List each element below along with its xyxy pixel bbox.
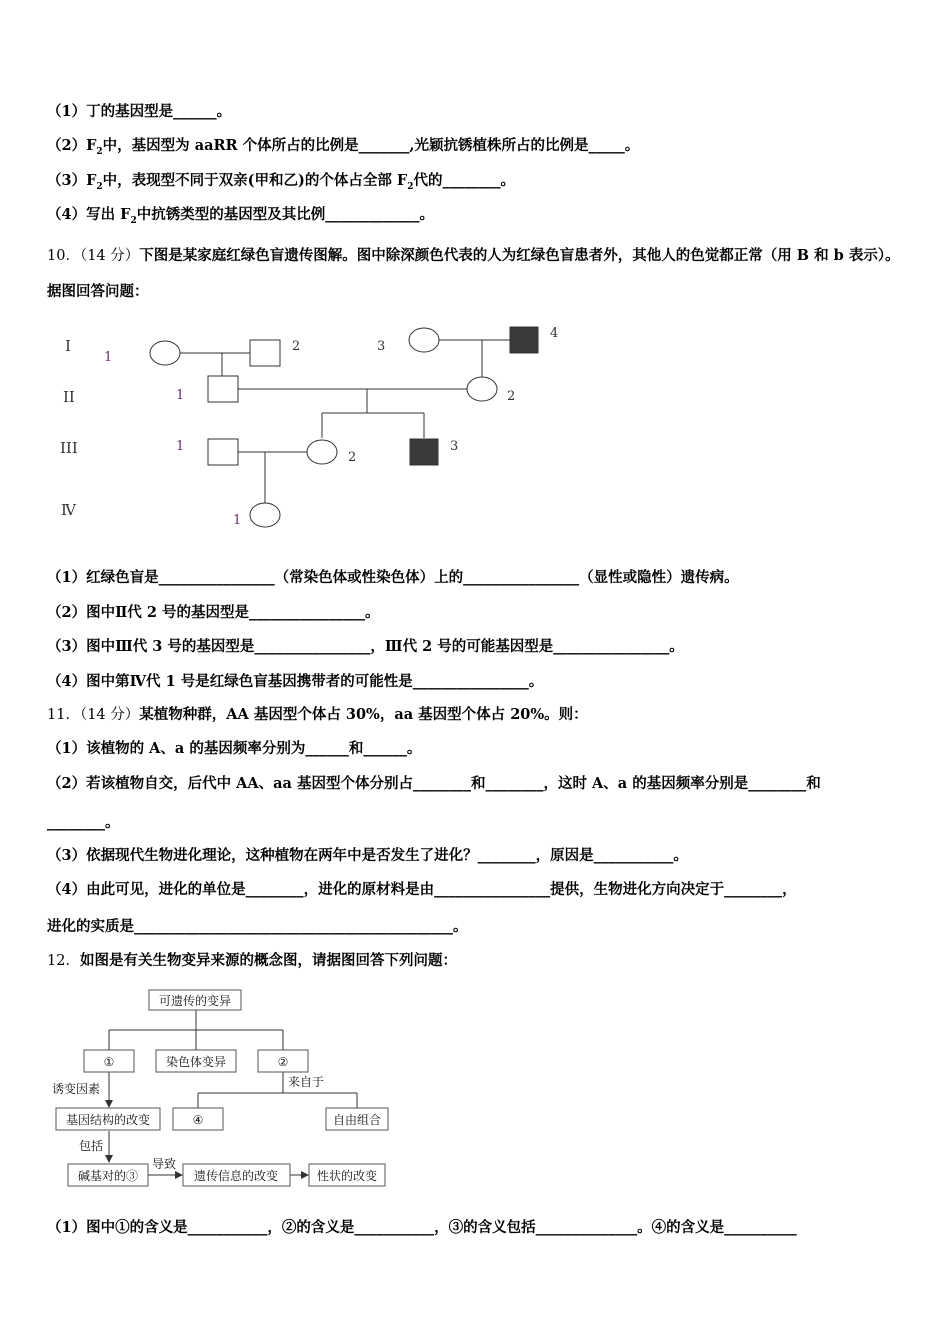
q12-number: 12． xyxy=(47,953,80,969)
label-I-2: 2 xyxy=(292,339,301,354)
map-b3: ② xyxy=(277,1055,289,1069)
gen-label-I: I xyxy=(65,337,71,355)
q10-number: 10．（14 分） xyxy=(47,248,140,264)
q10-sub-4: （4）图中第Ⅳ代 1 号是红绿色盲基因携带者的可能性是________________。 xyxy=(47,673,544,690)
q11-sub-4-cont: 进化的实质是____________________________________________。 xyxy=(47,918,468,935)
q10-sub-3: （3）图中Ⅲ代 3 号的基因型是________________，Ⅲ代 2 号的可能基因型是________________。 xyxy=(47,638,684,655)
map-trait: 性状的改变 xyxy=(316,1169,378,1183)
map-b5: 自由组合 xyxy=(332,1113,382,1127)
label-III-3: 3 xyxy=(450,439,459,454)
person-IV-1 xyxy=(250,503,280,527)
map-b1: ① xyxy=(103,1055,115,1069)
label-III-2: 2 xyxy=(348,450,357,465)
label-I-4: 4 xyxy=(550,326,559,341)
q9-line-2: $(2)F_2$中，基因型为 aaRR 个体所占的比例是_______,光颖抗锈植株所占的比例是_____。 xyxy=(47,137,640,157)
q10-stem: 10．（14 分）下图是某家庭红绿色盲遗传图解。图中除深颜色代表的人为红绿色盲患者外，其他人的色觉都正常（用 B 和 b 表示）。据图回答问题： xyxy=(47,247,900,300)
q11-sub-1: （1）该植物的 A、a 的基因频率分别为______和______。 xyxy=(47,740,422,757)
concept-map xyxy=(0,980,950,1195)
pedigree-chart xyxy=(0,310,950,540)
q12-stem: 12．如图是有关生物变异来源的概念图，请据图回答下列问题： xyxy=(47,952,457,969)
gen-label-IV: Ⅳ xyxy=(61,501,76,519)
label-II-1: 1 xyxy=(176,388,185,403)
q10-sub-1: （1）红绿色盲是________________（常染色体或性染色体）上的________________（显性或隐性）遗传病。 xyxy=(47,569,739,586)
person-II-2 xyxy=(467,377,497,401)
map-gene: 基因结构的改变 xyxy=(65,1113,151,1127)
q11-stem: 11．（14 分）某植物种群，AA 基因型个体占 30%，aa 基因型个体占 20%。则： xyxy=(47,706,588,723)
person-I-1 xyxy=(150,341,180,365)
q11-sub-4: （4）由此可见，进化的单位是________，进化的原材料是由________________提供，生物进化方向决定于________， xyxy=(47,881,797,898)
label-III-1: 1 xyxy=(176,439,185,454)
label-IV-1: 1 xyxy=(233,513,242,528)
person-I-4-affected xyxy=(510,327,538,353)
person-II-1 xyxy=(208,376,238,402)
map-b4: ④ xyxy=(192,1113,204,1127)
q9-line-4: （4）写出 $F_2$中抗锈类型的基因型及其比例_____________。 xyxy=(47,206,434,226)
person-I-3 xyxy=(409,328,439,352)
q11-sub-2-cont: ________。 xyxy=(47,814,120,831)
q9-line-1: （1）丁的基因型是______。 xyxy=(47,103,232,120)
map-lead: 导致 xyxy=(152,1157,177,1171)
map-root: 可遗传的变异 xyxy=(158,994,232,1008)
map-b2: 染色体变异 xyxy=(165,1055,227,1069)
q9-line-3: $(3)F_2$中，表现型不同于双亲(甲和乙)的个体占全部 $F_2$代的________。 xyxy=(47,172,515,192)
person-III-2 xyxy=(307,440,337,464)
q11-sub-2: （2）若该植物自交，后代中 AA、aa 基因型个体分别占________和________，这时 A、a 的基因频率分别是________和 xyxy=(47,775,821,792)
q12-sub-1: （1）图中①的含义是___________，②的含义是___________，③的含义包括______________。④的含义是__________ xyxy=(47,1219,797,1236)
map-include: 包括 xyxy=(79,1139,104,1153)
q10-sub-2: （2）图中Ⅱ代 2 号的基因型是________________。 xyxy=(47,604,380,621)
map-info: 遗传信息的改变 xyxy=(193,1169,279,1183)
label-I-1: 1 xyxy=(104,350,113,365)
gen-label-II: II xyxy=(63,388,75,406)
person-I-2 xyxy=(250,340,280,366)
map-base: 碱基对的③ xyxy=(77,1169,139,1183)
q11-sub-3: （3）依据现代生物进化理论，这种植物在两年中是否发生了进化？________，原因是___________。 xyxy=(47,847,688,864)
q11-number: 11．（14 分） xyxy=(47,707,140,723)
map-from: 来自于 xyxy=(288,1075,325,1089)
label-I-3: 3 xyxy=(377,339,386,354)
gen-label-III: III xyxy=(60,439,78,457)
label-II-2: 2 xyxy=(507,389,516,404)
person-III-3-affected xyxy=(410,439,438,465)
map-cause: 诱变因素 xyxy=(52,1082,101,1096)
person-III-1 xyxy=(208,439,238,465)
